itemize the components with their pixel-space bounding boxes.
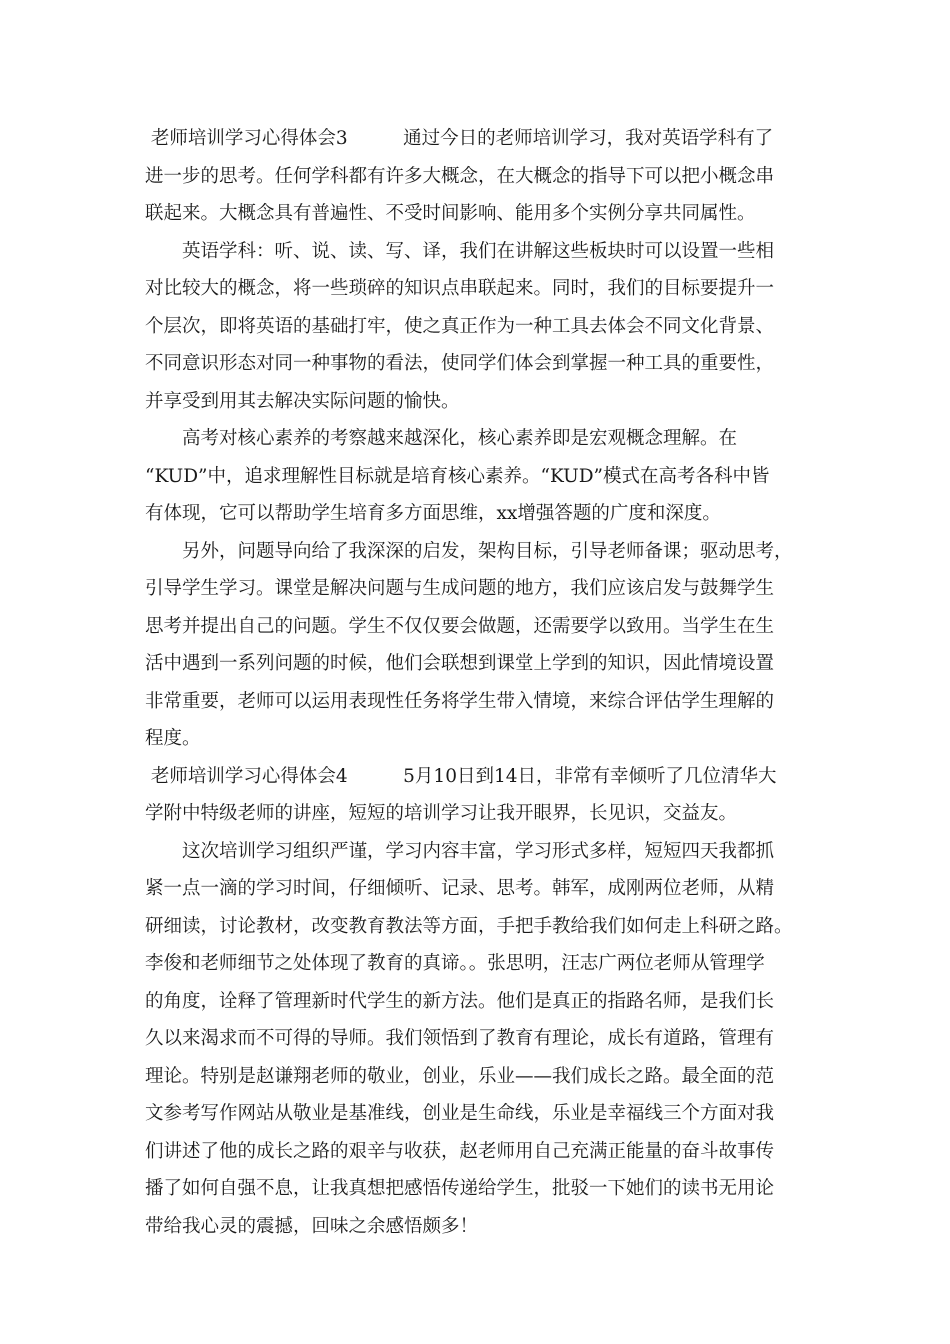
text-line: 联起来。大概念具有普遍性、不受时间影响、能用多个实例分享共同属性。: [145, 203, 756, 224]
text-line: 们讲述了他的成长之路的艰辛与收获，赵老师用自己充满正能量的奋斗故事传: [145, 1140, 775, 1162]
article-body: [145, 120, 825, 1245]
text-line: 老师培训学习心得体会4 5月10日到14日，非常有幸倾听了几位清华大: [145, 765, 777, 787]
text-line: 程度。: [145, 728, 201, 749]
text-line: 紧一点一滴的学习时间，仔细倾听、记录、思考。韩军，成刚两位老师，从精: [145, 878, 775, 899]
text-line: 个层次，即将英语的基础打牢，使之真正作为一种工具去体会不同文化背景、: [145, 315, 775, 337]
text-line: 思考并提出自己的问题。学生不仅仅要会做题，还需要学以致用。当学生在生: [145, 615, 775, 637]
text-line: 并享受到用其去解决实际问题的愉快。: [145, 390, 460, 412]
text-line: 另外，问题导向给了我深深的启发，架构目标，引导老师备课；驱动思考，: [145, 540, 793, 562]
text-line: 的角度，诠释了管理新时代学生的新方法。他们是真正的指路名师，是我们长: [145, 990, 775, 1012]
text-line: 对比较大的概念，将一些琐碎的知识点串联起来。同时，我们的目标要提升一: [145, 278, 775, 299]
text-line: 文参考写作网站从敬业是基准线，创业是生命线，乐业是幸福线三个方面对我: [145, 1103, 775, 1124]
text-line: 进一步的思考。任何学科都有许多大概念，在大概念的指导下可以把小概念串: [145, 165, 775, 187]
text-line: 不同意识形态对同一种事物的看法，使同学们体会到掌握一种工具的重要性，: [145, 353, 775, 374]
text-line: 老师培训学习心得体会3 通过今日的老师培训学习，我对英语学科有了: [145, 128, 774, 149]
text-line: 高考对核心素养的考察越来越深化，核心素养即是宏观概念理解。在: [145, 428, 738, 449]
text-line: 带给我心灵的震撼，回味之余感悟颇多！: [145, 1215, 479, 1237]
text-line: 久以来渴求而不可得的导师。我们领悟到了教育有理论，成长有道路，管理有: [145, 1028, 775, 1049]
text-line: 研细读，讨论教材，改变教育教法等方面，手把手教给我们如何走上科研之路。: [145, 915, 793, 937]
text-line: 这次培训学习组织严谨，学习内容丰富，学习形式多样，短短四天我都抓: [145, 840, 775, 862]
text-line: 播了如何自强不息，让我真想把感悟传递给学生，批驳一下她们的读书无用论: [145, 1178, 775, 1199]
text-line: 有体现，它可以帮助学生培育多方面思维，xx增强答题的广度和深度。: [145, 503, 721, 524]
text-line: 英语学科：听、说、读、写、译，我们在讲解这些板块时可以设置一些相: [145, 240, 775, 262]
text-line: 学附中特级老师的讲座，短短的培训学习让我开眼界，长见识，交益友。: [145, 803, 738, 824]
text-line: 引导学生学习。课堂是解决问题与生成问题的地方，我们应该启发与鼓舞学生: [145, 578, 775, 599]
text-line: 非常重要，老师可以运用表现性任务将学生带入情境，来综合评估学生理解的: [145, 690, 775, 712]
text-line: 理论。特别是赵谦翔老师的敬业，创业，乐业——我们成长之路。最全面的范: [145, 1065, 775, 1087]
text-line: “KUD”中，追求理解性目标就是培育核心素养。“KUD”模式在高考各科中皆: [145, 465, 770, 487]
text-line: 活中遇到一系列问题的时候，他们会联想到课堂上学到的知识，因此情境设置: [145, 653, 775, 674]
text-line: 李俊和老师细节之处体现了教育的真谛。。张思明，汪志广两位老师从管理学: [145, 953, 765, 974]
